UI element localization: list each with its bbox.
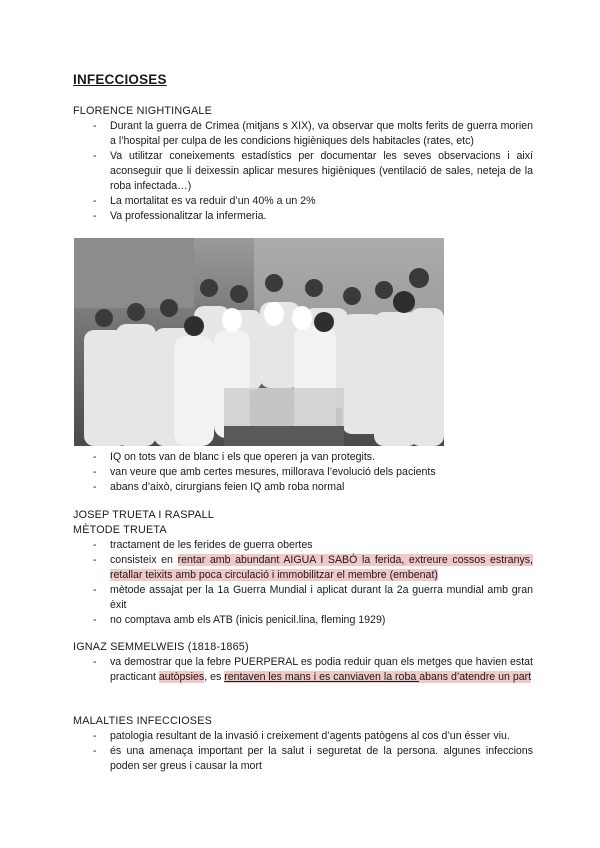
highlighted-text: abans d’atendre un part (419, 671, 532, 683)
list-item: - van veure que amb certes mesures, millorava l’evolució dels pacients (73, 465, 533, 480)
bullet-list (73, 538, 533, 628)
bullet-list (73, 450, 533, 495)
list-item: - IQ on tots van de blanc i els que operen ja van protegits. (73, 450, 533, 465)
section-heading: FLORENCE NIGHTINGALE (73, 105, 212, 117)
list-item (73, 553, 533, 583)
text-run: consisteix en (110, 554, 178, 566)
section-trueta (73, 508, 533, 628)
list-item: - mètode assajat per la 1a Guerra Mundial i aplicat durant la 2a guerra mundial amb gran èxit (73, 583, 533, 613)
bullet-list (73, 729, 533, 774)
surgery-photo (74, 238, 444, 446)
text-run: va demostrar que la febre PUERPERAL es podia reduir quan els metges que havien estat practicant (110, 656, 533, 683)
list-item: - patologia resultant de la invasió i creixement d’agents patògens al cos d’un ésser viu. (73, 729, 533, 744)
bullet-list (73, 655, 533, 685)
section-heading: JOSEP TRUETA I RASPALL (73, 509, 215, 521)
list-item: - abans d’això, cirurgians feien IQ amb roba normal (73, 480, 533, 495)
section-heading: MALALTIES INFECCIOSES (73, 715, 212, 727)
section-photo-notes (73, 450, 533, 495)
text-run: , es (204, 671, 225, 683)
highlighted-underlined-text: rentaven les mans i es canviaven la roba (224, 671, 420, 683)
list-item: - Durant la guerra de Crimea (mitjans s XIX), va observar que molts ferits de guerra morien a l’hospital per culpa de les condicions higièniques dels habitacles (rates, etc) (73, 119, 533, 149)
list-item: - La mortalitat es va reduir d’un 40% a un 2% (73, 194, 533, 209)
section-subheading: MÈTODE TRUETA (73, 524, 167, 536)
list-item: - Va utilitzar coneixements estadístics per documentar les seves observacions i així aconseguir que li deixessin aplicar mesures higièniques (ventilació de sales, neteja de la roba infectada…) (73, 149, 533, 194)
highlighted-text: autòpsies (158, 671, 205, 683)
list-item (73, 655, 533, 685)
highlighted-text: rentar amb abundant AIGUA I SABÓ la ferida, extreure cossos estranys, retallar teixits amb poca circulació i immobilitzar el membre (embenat) (110, 554, 533, 581)
list-item: - no comptava amb els ATB (inicis penicil.lina, fleming 1929) (73, 613, 533, 628)
list-item: - Va professionalitzar la infermeria. (73, 209, 533, 224)
bullet-list (73, 119, 533, 224)
section-semmelweis (73, 640, 533, 685)
list-item: - tractament de les ferides de guerra obertes (73, 538, 533, 553)
section-nightingale (73, 104, 533, 224)
list-item: - és una amenaça important per la salut i seguretat de la persona. algunes infeccions poden ser greus i causar la mort (73, 744, 533, 774)
section-malalties (73, 714, 533, 774)
section-heading: IGNAZ SEMMELWEIS (1818-1865) (73, 641, 249, 653)
page-title: INFECCIOSES (73, 72, 167, 87)
